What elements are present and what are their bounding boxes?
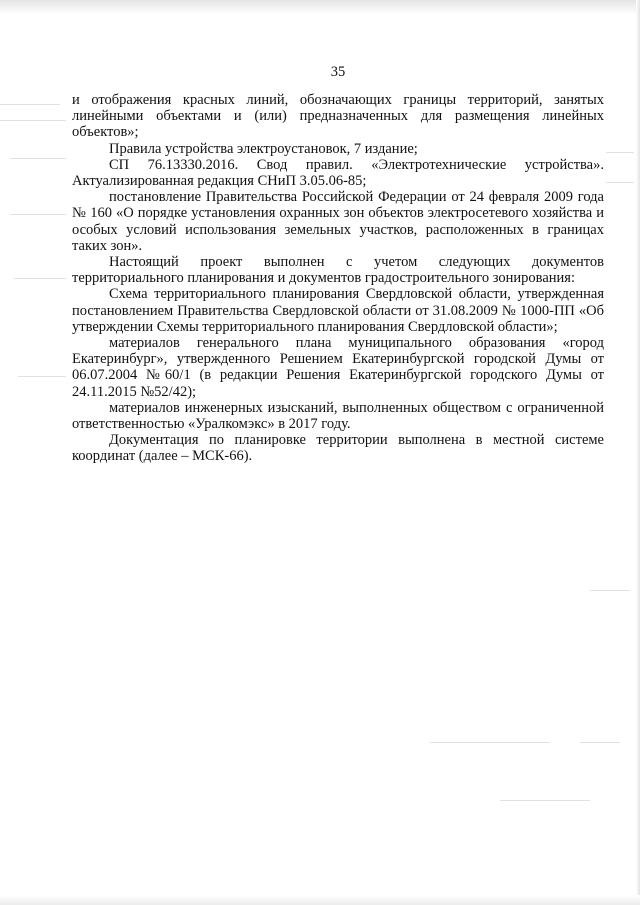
bleed-through-mark <box>14 278 66 279</box>
paragraph-project: Настоящий проект выполнен с учетом следующих документов территориального планирования и документов градостроительного зонирования: <box>72 254 604 287</box>
paragraph-postanovlenie: постановление Правительства Российской Федерации от 24 февраля 2009 года № 160 «О порядке установления охранных зон объектов электросетевого хозяйства и особых условий использования земельных участков, расположенных в границах таких зон». <box>72 189 604 254</box>
document-page <box>72 62 604 465</box>
bleed-through-mark <box>590 590 630 591</box>
bleed-through-mark <box>500 800 590 801</box>
bleed-through-mark <box>10 214 66 215</box>
paragraph-surveys: материалов инженерных изысканий, выполненных обществом с ограниченной ответственностью «Уралкомэкс» в 2017 году. <box>72 399 604 433</box>
paragraph-coords: Документация по планировке территории выполнена в местной системе координат (далее – МСК-66). <box>72 432 604 465</box>
bleed-through-mark <box>18 376 66 377</box>
paragraph-scheme: Схема территориального планирования Свердловской области, утвержденная постановлением Правительства Свердловской области от 31.08.2009 № 1000-ПП «Об утверждении Схемы территориального планирования Свердловской области»; <box>72 286 604 335</box>
bleed-through-mark <box>0 120 66 121</box>
scan-top-shadow <box>0 0 640 14</box>
paragraph-sp: СП 76.13330.2016. Свод правил. «Электротехнические устройства». Актуализированная редакция СНиП 3.05.06-85; <box>72 156 604 190</box>
bleed-through-mark <box>606 152 634 153</box>
paragraph-genplan: материалов генерального плана муниципального образования «город Екатеринбург», утвержденного Решением Екатеринбургской городской Думы от 06.07.2004 №60/1 (в редакции Решения Екатеринбургской городского Думы от 24.11.2015 №52/42); <box>72 335 604 400</box>
scan-bottom-shadow <box>0 895 640 905</box>
bleed-through-mark <box>10 158 66 159</box>
paragraph-continuation: и отображения красных линий, обозначающих границы территорий, занятых линейными объектами и (или) предназначенных для размещения линейных объектов»; <box>72 92 604 141</box>
bleed-through-mark <box>430 742 550 743</box>
paragraph-pue: Правила устройства электроустановок, 7 издание; <box>109 140 418 157</box>
page-number: 35 <box>330 64 346 80</box>
bleed-through-mark <box>0 104 60 105</box>
bleed-through-mark <box>580 742 620 743</box>
bleed-through-mark <box>606 182 634 183</box>
scan-right-edge <box>636 0 640 905</box>
